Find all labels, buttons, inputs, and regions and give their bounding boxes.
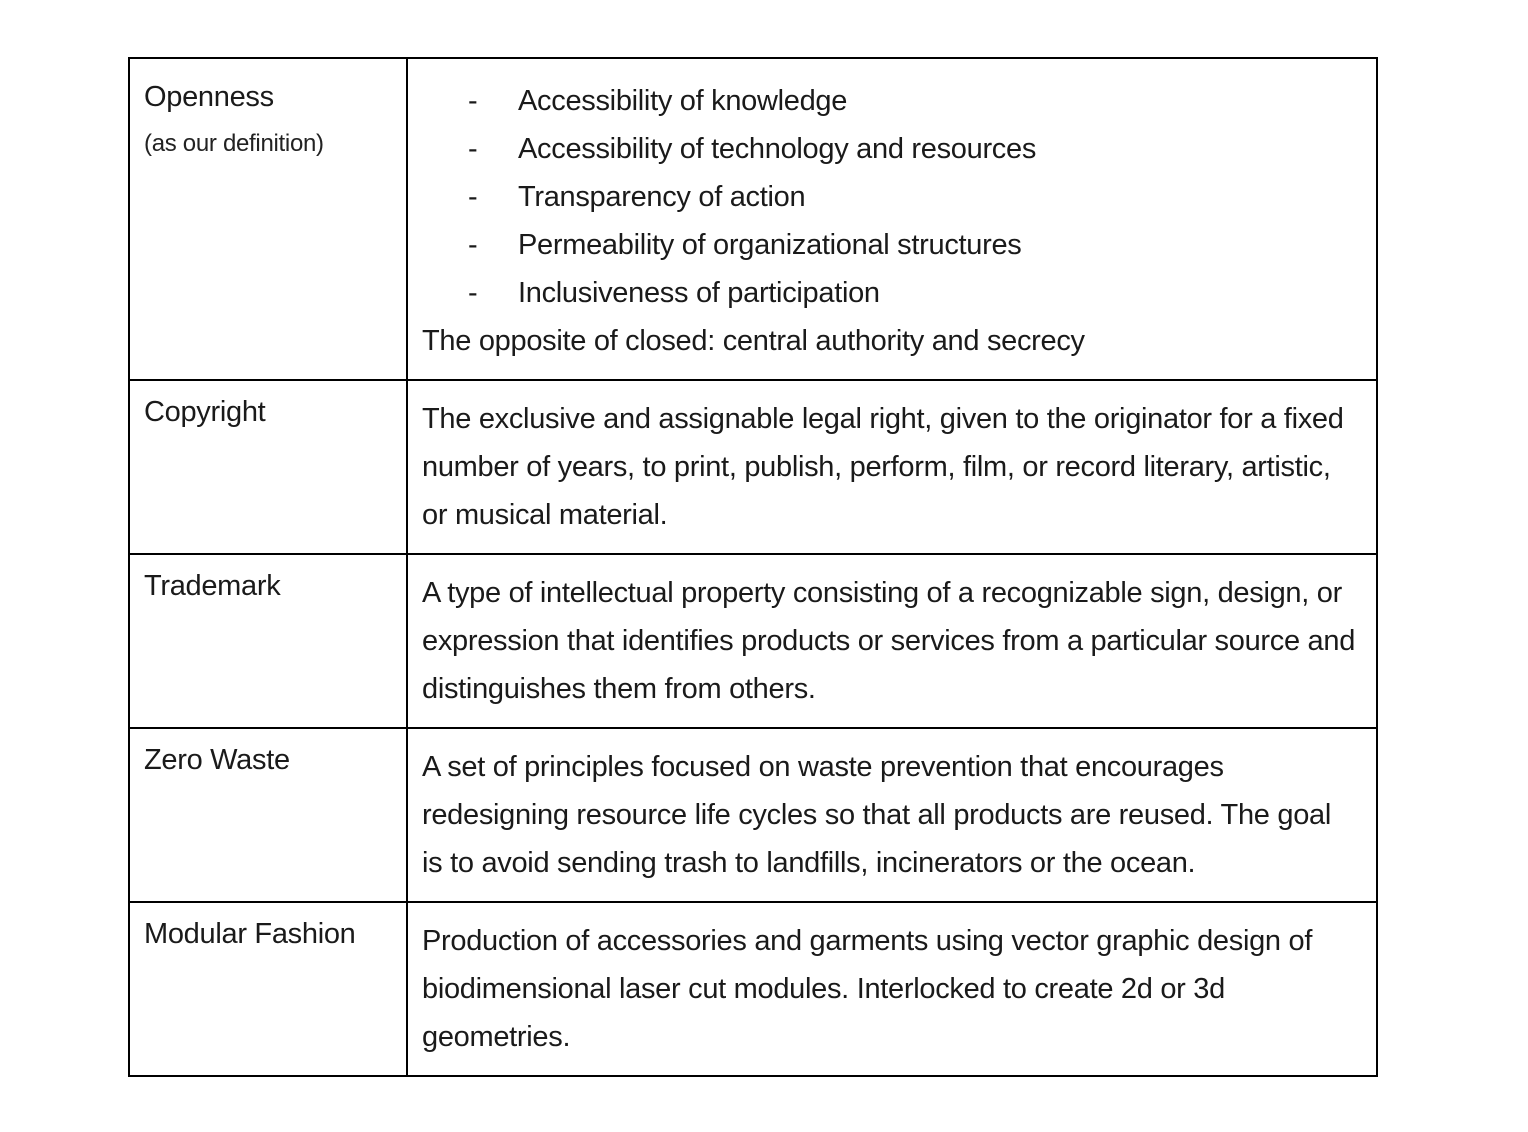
list-item-text: Accessibility of technology and resources: [518, 133, 1037, 165]
term-cell: [129, 728, 407, 902]
dash-marker: -: [468, 229, 478, 261]
term-cell: [129, 380, 407, 554]
bullet-list: [422, 77, 1356, 317]
list-item-text: Transparency of action: [518, 181, 806, 213]
term-label: Copyright: [144, 396, 266, 428]
term-cell: [129, 902, 407, 1076]
table-row: [129, 380, 1377, 554]
table-row: [129, 58, 1377, 380]
dash-marker: -: [468, 85, 478, 117]
list-item-text: Inclusiveness of participation: [518, 277, 880, 309]
term-label: Modular Fashion: [144, 918, 356, 950]
glossary-table: [128, 57, 1378, 1077]
definition-cell: [407, 58, 1377, 380]
dash-marker: -: [468, 133, 478, 165]
dash-marker: -: [468, 181, 478, 213]
definition-text: A set of principles focused on waste prevention that encourages redesigning resource life cycles so that all products are reused. The goal is to avoid sending trash to landfills, incinerators or the ocean.: [407, 728, 1377, 902]
list-item: [422, 269, 1356, 317]
table-row: [129, 554, 1377, 728]
term-cell: [129, 58, 407, 380]
list-item: [422, 221, 1356, 269]
list-item: [422, 77, 1356, 125]
table-row: [129, 728, 1377, 902]
term-label: Openness: [144, 81, 274, 113]
list-item: [422, 125, 1356, 173]
term-cell: [129, 554, 407, 728]
term-label: Zero Waste: [144, 744, 290, 776]
table-row: [129, 902, 1377, 1076]
list-item: [422, 173, 1356, 221]
definition-text: The opposite of closed: central authority and secrecy: [422, 325, 1085, 357]
dash-marker: -: [468, 277, 478, 309]
definition-text: The exclusive and assignable legal right, given to the originator for a fixed number of years, to print, publish, perform, film, or record literary, artistic, or musical material.: [407, 380, 1377, 554]
list-item-text: Accessibility of knowledge: [518, 85, 848, 117]
list-item-text: Permeability of organizational structures: [518, 229, 1022, 261]
definition-text: Production of accessories and garments using vector graphic design of biodimensional laser cut modules. Interlocked to create 2d or 3d geometries.: [407, 902, 1377, 1076]
term-label: Trademark: [144, 570, 281, 602]
term-note: (as our definition): [144, 130, 324, 157]
definition-text: A type of intellectual property consisting of a recognizable sign, design, or expression that identifies products or services from a particular source and distinguishes them from others.: [407, 554, 1377, 728]
